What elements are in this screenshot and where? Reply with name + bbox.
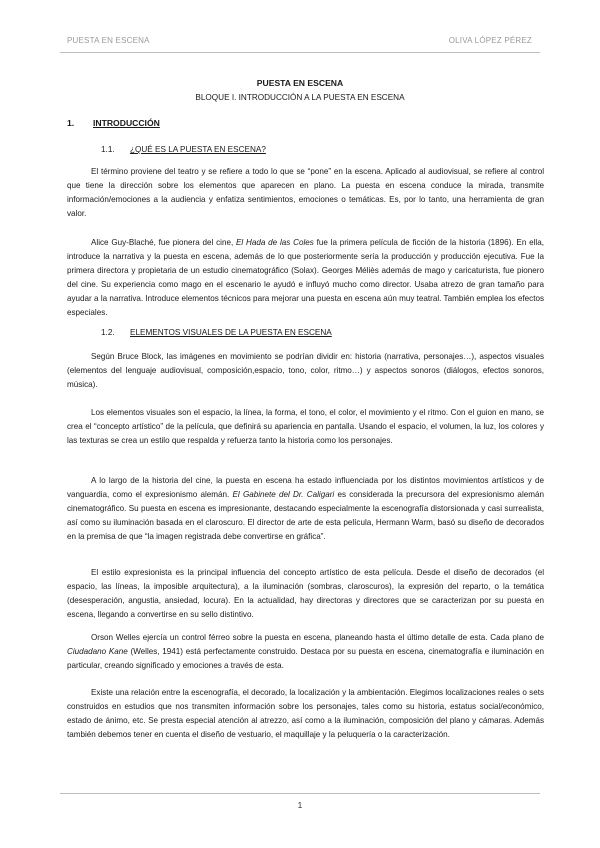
subsection-number: 1.2. [101, 328, 115, 337]
section-number: 1. [67, 118, 75, 128]
running-header-author: OLIVA LÓPEZ PÉREZ [448, 36, 532, 45]
footer-divider [60, 793, 540, 794]
film-title: El Gabinete del Dr. Caligari [232, 490, 335, 500]
section-label: INTRODUCCIÓN [93, 118, 160, 128]
paragraph: El estilo expresionista es la principal influencia del concepto artístico de esta película. Desde el diseño de decorados (el espacio, las líneas, la imposible arquitectura), a la iluminación (sombras, claroscuros), la expresión del reparto, o la temática (desesperación, angustia, ansiedad, locura). En la actualidad, hay directoras y directores que se caracterizan por su puesta en escena, llegando a convertirse en su sello distintivo. [67, 568, 544, 620]
paragraph: Los elementos visuales son el espacio, la línea, la forma, el tono, el color, el movimiento y el ritmo. Con el guion en mano, se crea el “concepto artístico” de la película, que definirá su apariencia en pantalla. Usando el espacio, el volumen, la luz, los colores y las texturas se crea un estilo que respalda y refuerza tanto la historia como los personajes. [67, 408, 544, 446]
paragraph: Según Bruce Block, las imágenes en movimiento se podrían dividir en: historia (narrativa, personajes…), aspectos visuales (elementos del lenguaje audiovisual, composición,espacio, tono, color, ritmo…) y aspectos sonoros (diálogos, efectos sonoros, música). [67, 352, 544, 390]
document-title: PUESTA EN ESCENA [256, 78, 344, 88]
subsection-label: ELEMENTOS VISUALES DE LA PUESTA EN ESCENA [130, 328, 332, 337]
subsection-number: 1.1. [101, 145, 115, 154]
paragraph: Orson Welles ejercía un control férreo sobre la puesta en escena, planeando hasta el último detalle de esta. Cada plano de Ciudadano Kane (Welles, 1941) está perfectamente construido. Destaca por su puesta en escena, cinematografía e iluminación en particular, creando significado y emociones a través de esta. [67, 633, 545, 671]
subsection-label: ¿QUÉ ES LA PUESTA EN ESCENA? [130, 145, 266, 154]
film-title: El Hada de las Coles [236, 238, 314, 247]
paragraph: A lo largo de la historia del cine, la puesta en escena ha estado influenciada por los distintos movimientos artísticos y de vanguardia, como el expresionismo alemán. El Gabinete del Dr. Caligari es considerada la precursora del expresionismo alemán cinematográfico. Su puesta en escena es impresionante, destacando especialmente la escenografía distorsionada y casi surrealista, así como su iluminación basada en el claroscuro. El director de arte de esta película, Hermann Warm, basó su diseño de decorados en la premisa de que “la imagen registrada debe convertirse en gráfica”. [67, 476, 544, 542]
film-title: Ciudadano Kane [67, 647, 128, 657]
paragraph: Existe una relación entre la escenografía, el decorado, la localización y la ambientación. Elegimos localizaciones reales o sets construidos en estudios que nos transmiten información sobre los personajes, tales como su historia, estatus social/económico, estado de ánimo, etc. Se presta especial atención al atrezzo, así como a la iluminación, composición del plano y cámaras. Además también debemos tener en cuenta el diseño de vestuario, el maquillaje y la peluquería o la caracterización. [67, 688, 544, 740]
paragraph: Alice Guy-Blaché, fue pionera del cine, El Hada de las Coles fue la primera película de ficción de la historia (1896). En ella, introduce la narrativa y la puesta en escena, además de lo que posteriormente sería la producción y producción ejecutiva. Fue la primera directora y propietaria de un estudio cinematográfico (Solax). Georges Méliès además de mago y caricaturista, fue pionero del cine. Su experiencia como mago en el escenario le ayudó e influyó mucho como director. Usaba atrezo de gran tamaño para ayudar a la narrativa. Introduce elementos técnicos para mejorar una puesta en escena aún muy teatral. También emplea los efectos especiales. [67, 238, 544, 318]
document-subtitle: BLOQUE I. INTRODUCCIÓN A LA PUESTA EN ESCENA [195, 93, 405, 102]
paragraph: El término proviene del teatro y se refiere a todo lo que se “pone” en la escena. Aplicado al audiovisual, se refiere al control que tiene la dirección sobre los elementos que aparecen en plano. La puesta en escena conduce la mirada, transmite información/emociones a la audiencia y enfatiza sentimientos, emociones o temáticas. Es, por lo tanto, una herramienta de gran valor. [67, 167, 544, 219]
header-divider [60, 52, 540, 53]
page-number: 1 [297, 800, 303, 810]
running-header-title: PUESTA EN ESCENA [67, 36, 150, 45]
